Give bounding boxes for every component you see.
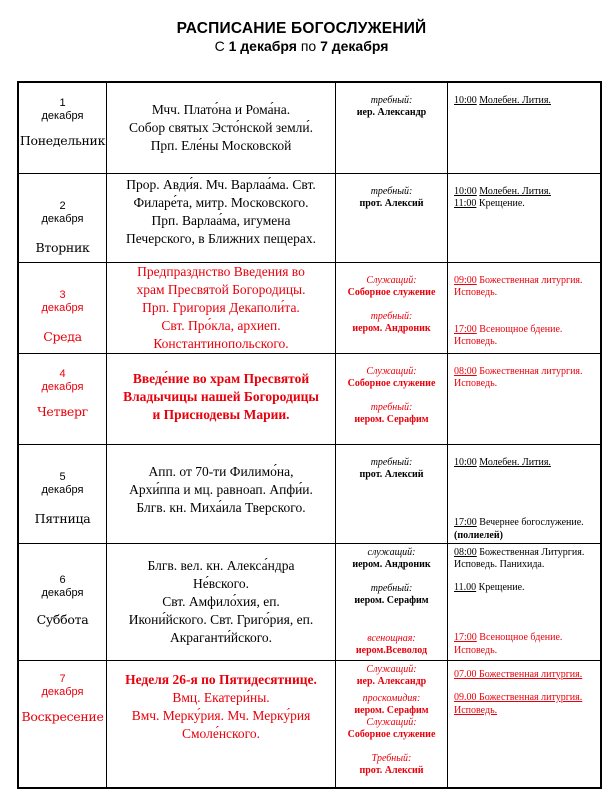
- clergy-name: Соборное служение: [347, 377, 436, 389]
- clergy-name: иером. Серафим: [354, 413, 429, 425]
- clergy-name: иер. Александр: [356, 107, 427, 118]
- weekday: Вторник: [35, 239, 90, 255]
- service-time: 11.00: [454, 581, 477, 593]
- service-entry: [454, 457, 600, 470]
- service-note: (полиелей): [454, 529, 503, 541]
- clergy-role: Требный:: [371, 752, 412, 764]
- clergy-name: иер. Александр: [356, 675, 427, 687]
- saint-line: Не́вского.: [193, 575, 249, 591]
- service-text: Божественная Литургия. Исповедь. Панихида.: [454, 546, 585, 570]
- clergy-role: требный:: [370, 310, 413, 322]
- service-entry: [454, 324, 600, 349]
- table-row: [18, 173, 601, 262]
- clergy-cell: [336, 262, 448, 353]
- services-cell: [448, 660, 602, 788]
- service-text: Молебен. Лития.: [479, 456, 551, 468]
- saints-cell: [107, 660, 336, 788]
- clergy-role: всенощная:: [367, 632, 416, 644]
- service-entry: [454, 582, 600, 595]
- weekday: Четверг: [37, 403, 88, 419]
- table-row: [18, 262, 601, 353]
- saint-line: Блгв. кн. Миха́ила Тверского.: [136, 499, 306, 515]
- service-time: 11:00: [454, 198, 477, 209]
- saint-line: Смоле́нского.: [181, 725, 260, 741]
- saints-cell: [107, 444, 336, 543]
- clergy-cell: [336, 543, 448, 660]
- service-text: Божественная литургия.: [479, 668, 583, 680]
- saint-line: Свт. Амфило́хия, еп.: [162, 593, 280, 609]
- service-text: Крещение.: [478, 581, 525, 593]
- service-text: Божественная литургия. Исповедь.: [454, 365, 583, 389]
- weekday: Пятница: [34, 510, 91, 526]
- date-from: 1 декабря: [228, 38, 297, 54]
- clergy-name: иером. Андроник: [352, 558, 431, 570]
- table-row: [18, 543, 601, 660]
- clergy-cell: [336, 82, 448, 173]
- service-entry: [454, 692, 600, 717]
- saints-cell: [107, 353, 336, 444]
- service-time: 17:00: [454, 323, 477, 335]
- date-to: 7 декабря: [320, 38, 389, 54]
- day-cell: [18, 543, 107, 660]
- day-month: декабря: [41, 110, 84, 122]
- day-number: 7: [59, 672, 66, 685]
- clergy-name: прот. Алексий: [359, 197, 424, 209]
- day-month: декабря: [41, 301, 84, 314]
- saint-line: Свт. Про́кла, архиеп.: [161, 317, 281, 333]
- clergy-name: Соборное служение: [347, 286, 436, 298]
- service-time: 09.00: [454, 692, 477, 703]
- table-row: [18, 353, 601, 444]
- service-time: 07.00: [454, 668, 477, 680]
- services-cell: [448, 543, 602, 660]
- clergy-name: прот. Алексий: [359, 468, 424, 480]
- service-entry: [454, 275, 600, 300]
- table-row: [18, 444, 601, 543]
- service-time: 17:00: [454, 517, 477, 528]
- saint-line: Прп. Варлаа́ма, игумена: [151, 212, 291, 228]
- saints-cell: [107, 82, 336, 173]
- service-entry: [454, 517, 600, 542]
- service-entry: [454, 547, 600, 572]
- clergy-name: прот. Алексий: [359, 764, 424, 776]
- service-entry: [454, 632, 600, 657]
- saint-line: Введе́ние во храм Пресвятой: [132, 370, 310, 386]
- saints-cell: [107, 262, 336, 353]
- clergy-role: Служащий:: [366, 274, 417, 286]
- service-text: Божественная литургия. Исповедь.: [454, 274, 583, 298]
- service-entry: [454, 186, 600, 199]
- day-month: декабря: [41, 380, 84, 393]
- service-text: Вечернее богослужение.: [479, 517, 584, 528]
- saints-cell: [107, 543, 336, 660]
- weekday: Понедельник: [19, 133, 106, 148]
- clergy-cell: [336, 353, 448, 444]
- clergy-role: требный:: [370, 456, 413, 468]
- service-text: Крещение.: [478, 198, 525, 209]
- day-cell: [18, 262, 107, 353]
- clergy-role: требный:: [370, 95, 413, 106]
- clergy-role: проскомидия:: [362, 692, 421, 704]
- service-time: 09:00: [454, 274, 477, 286]
- weekday: Воскресение: [21, 708, 104, 724]
- clergy-role: Служащий:: [366, 365, 417, 377]
- clergy-name: Соборное служение: [347, 728, 436, 740]
- saint-line: Апп. от 70-ти Филимо́на,: [148, 463, 294, 479]
- clergy-name: иером. Серафим: [354, 594, 429, 606]
- day-number: 1: [59, 97, 66, 109]
- service-time: 08:00: [454, 546, 477, 558]
- clergy-name: иером. Андроник: [352, 322, 431, 334]
- day-cell: [18, 444, 107, 543]
- day-cell: [18, 173, 107, 262]
- service-text: Божественная литургия. Исповедь.: [454, 692, 583, 716]
- service-time: 10:00: [454, 95, 477, 106]
- saint-line-bold: Неделя 26-я по Пятидесятнице.: [125, 671, 317, 687]
- service-time: 10:00: [454, 456, 477, 468]
- subtitle-prefix: С: [214, 38, 225, 54]
- saint-line: Собор святых Эсто́нской земли́.: [128, 119, 313, 135]
- date-range: [0, 38, 603, 54]
- service-entry: [454, 198, 600, 211]
- saint-line: Печерского, в Ближних пещерах.: [126, 230, 316, 246]
- service-time: 10:00: [454, 185, 477, 197]
- clergy-cell: [336, 444, 448, 543]
- saint-line: Архи́ппа и мц. равноап. Апфи́и.: [129, 481, 313, 497]
- day-cell: [18, 660, 107, 788]
- services-cell: [448, 173, 602, 262]
- saint-line: Константинопольского.: [153, 335, 289, 351]
- services-cell: [448, 262, 602, 353]
- service-time: 08:00: [454, 365, 477, 377]
- saint-line: Прп. Григория Декаполи́та.: [142, 299, 300, 315]
- clergy-role: требный:: [370, 582, 413, 594]
- services-cell: [448, 444, 602, 543]
- table-row: [18, 660, 601, 788]
- day-cell: [18, 82, 107, 173]
- service-text: Всенощное бдение. Исповедь.: [454, 323, 563, 347]
- schedule-table: [17, 81, 602, 789]
- page-title: РАСПИСАНИЕ БОГОСЛУЖЕНИЙ: [176, 20, 427, 37]
- clergy-cell: [336, 173, 448, 262]
- day-month: декабря: [41, 483, 84, 496]
- saint-line: Акраганти́йского.: [169, 629, 273, 645]
- saint-line: и Приснодевы Марии.: [152, 406, 290, 422]
- weekday: Суббота: [36, 611, 89, 627]
- clergy-name: иером. Серафим: [354, 704, 429, 716]
- clergy-name: иером.Всеволод: [355, 644, 428, 656]
- saint-line: Блгв. вел. кн. Алекса́ндра: [147, 557, 295, 573]
- saint-line: Вмц. Екатери́ны.: [172, 689, 270, 705]
- day-number: 4: [59, 367, 66, 380]
- saint-line: Прп. Еле́ны Московской: [150, 137, 292, 153]
- saint-line: храм Пресвятой Богородицы.: [136, 281, 306, 297]
- service-text: Всенощное бдение. Исповедь.: [454, 632, 563, 656]
- saint-line: Владычицы нашей Богородицы: [123, 388, 319, 404]
- service-text: Молебен. Лития.: [479, 185, 551, 197]
- clergy-role: Служащий:: [366, 663, 417, 675]
- clergy-role: Служащий:: [366, 716, 417, 728]
- day-number: 6: [59, 573, 66, 586]
- saint-line: Прор. Авди́я. Мч. Варлаа́ма. Свт.: [126, 176, 316, 192]
- service-text: Молебен. Лития.: [479, 95, 551, 106]
- service-time: 17:00: [454, 632, 477, 643]
- saint-line: Икони́йского. Свт. Григо́рия, еп.: [128, 611, 314, 627]
- clergy-role: служащий:: [367, 546, 416, 558]
- day-cell: [18, 353, 107, 444]
- saint-line: Мчч. Плато́на и Рома́на.: [151, 101, 291, 117]
- clergy-cell: [336, 660, 448, 788]
- day-number: 5: [59, 470, 66, 483]
- subtitle-mid: по: [300, 38, 317, 54]
- weekday: Среда: [43, 328, 82, 344]
- saint-line: Вмч. Мерку́рия. Мч. Мерку́рия: [131, 707, 311, 723]
- day-month: декабря: [41, 685, 84, 698]
- day-month: декабря: [41, 212, 84, 225]
- clergy-role: требный:: [370, 185, 413, 197]
- saint-line: Предпразднство Введения во: [137, 263, 305, 279]
- service-entry: [454, 669, 600, 682]
- day-month: декабря: [41, 586, 84, 599]
- table-row: [18, 82, 601, 173]
- saint-line: Филаре́та, митр. Московского.: [133, 194, 309, 210]
- day-number: 3: [59, 288, 66, 301]
- saints-cell: [107, 173, 336, 262]
- services-cell: [448, 353, 602, 444]
- services-cell: [448, 82, 602, 173]
- day-number: 2: [59, 199, 66, 212]
- clergy-role: требный:: [370, 401, 413, 413]
